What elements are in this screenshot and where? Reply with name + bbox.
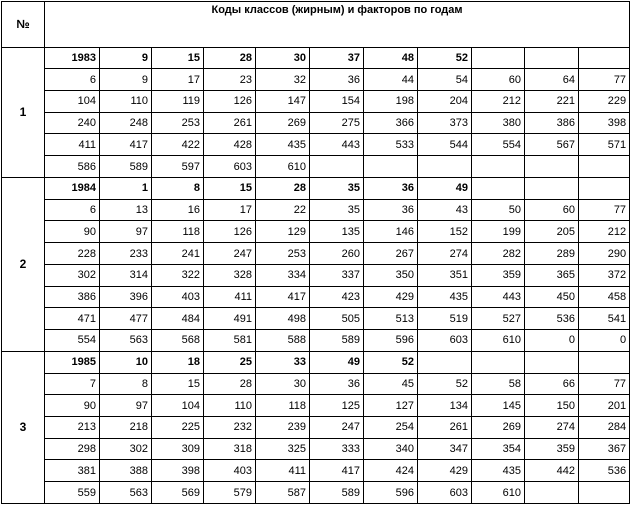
factor-code-cell [579, 156, 630, 178]
factor-code-cell: 302 [100, 438, 152, 460]
factor-code-cell: 269 [472, 417, 525, 439]
factor-code-cell: 367 [579, 438, 630, 460]
factor-code-cell: 603 [204, 156, 256, 178]
table-row [2, 351, 630, 373]
factor-code-cell: 435 [472, 460, 525, 482]
factor-code-cell: 289 [525, 243, 579, 265]
table-row [2, 91, 630, 113]
factor-code-cell: 333 [310, 438, 364, 460]
class-code-cell [579, 177, 630, 199]
factor-code-cell: 17 [152, 69, 204, 91]
factor-code-cell: 110 [100, 91, 152, 113]
factor-code-cell: 505 [310, 308, 364, 330]
factor-code-cell: 54 [418, 69, 472, 91]
factor-code-cell: 229 [579, 91, 630, 113]
table-row [2, 112, 630, 134]
factor-code-cell: 30 [256, 373, 310, 395]
number-column-header: № [2, 2, 45, 48]
factor-code-cell: 536 [579, 460, 630, 482]
class-code-cell: 18 [152, 351, 204, 373]
factor-code-cell: 253 [256, 243, 310, 265]
factor-code-cell: 221 [525, 91, 579, 113]
factor-code-cell: 334 [256, 264, 310, 286]
factor-code-cell: 498 [256, 308, 310, 330]
class-code-cell [418, 351, 472, 373]
group-number: 1 [2, 47, 45, 177]
factor-code-cell: 284 [579, 417, 630, 439]
table-row [2, 264, 630, 286]
factor-code-cell: 484 [152, 308, 204, 330]
factor-code-cell: 610 [256, 156, 310, 178]
factor-code-cell: 240 [45, 112, 100, 134]
class-code-cell [579, 351, 630, 373]
factor-code-cell: 127 [364, 395, 418, 417]
factor-code-cell [472, 156, 525, 178]
factor-code-cell: 275 [310, 112, 364, 134]
factor-code-cell: 559 [45, 482, 100, 504]
factor-code-cell: 571 [579, 134, 630, 156]
factor-code-cell: 359 [525, 438, 579, 460]
factor-code-cell: 225 [152, 417, 204, 439]
table-row [2, 395, 630, 417]
class-code-cell: 1 [100, 177, 152, 199]
factor-code-cell: 396 [100, 286, 152, 308]
factor-code-cell: 145 [472, 395, 525, 417]
factor-code-cell: 17 [204, 199, 256, 221]
factor-code-cell: 563 [100, 482, 152, 504]
factor-code-cell: 429 [418, 460, 472, 482]
factor-code-cell: 35 [310, 199, 364, 221]
class-code-cell: 48 [364, 47, 418, 69]
factor-code-cell: 380 [472, 112, 525, 134]
class-code-cell: 15 [204, 177, 256, 199]
factor-code-cell: 533 [364, 134, 418, 156]
factor-code-cell: 274 [418, 243, 472, 265]
factor-code-cell: 589 [310, 482, 364, 504]
table-body [2, 2, 630, 504]
factor-code-cell: 0 [525, 330, 579, 352]
class-code-cell: 52 [418, 47, 472, 69]
factor-code-cell: 15 [152, 373, 204, 395]
factor-code-cell: 411 [204, 286, 256, 308]
factor-code-cell: 527 [472, 308, 525, 330]
factor-code-cell: 126 [204, 91, 256, 113]
factor-code-cell: 597 [152, 156, 204, 178]
table-row [2, 330, 630, 352]
table-row [2, 156, 630, 178]
factor-code-cell: 373 [418, 112, 472, 134]
factor-code-cell: 423 [310, 286, 364, 308]
class-code-cell [579, 47, 630, 69]
factor-code-cell: 442 [525, 460, 579, 482]
factor-code-cell: 386 [45, 286, 100, 308]
factor-code-cell: 267 [364, 243, 418, 265]
factor-code-cell: 579 [204, 482, 256, 504]
factor-code-cell: 212 [579, 221, 630, 243]
factor-code-cell: 118 [256, 395, 310, 417]
factor-code-cell: 366 [364, 112, 418, 134]
factor-code-cell: 398 [152, 460, 204, 482]
factor-code-cell: 150 [525, 395, 579, 417]
factor-code-cell: 586 [45, 156, 100, 178]
factor-code-cell: 544 [418, 134, 472, 156]
factor-code-cell: 318 [204, 438, 256, 460]
class-code-cell: 52 [364, 351, 418, 373]
factor-code-cell: 44 [364, 69, 418, 91]
table-row [2, 47, 630, 69]
factor-code-cell: 588 [256, 330, 310, 352]
factor-code-cell: 233 [100, 243, 152, 265]
factor-code-cell: 417 [256, 286, 310, 308]
factor-code-cell: 247 [204, 243, 256, 265]
factor-code-cell: 417 [100, 134, 152, 156]
class-code-cell: 35 [310, 177, 364, 199]
factor-code-cell: 36 [364, 199, 418, 221]
factor-code-cell: 201 [579, 395, 630, 417]
factor-code-cell: 422 [152, 134, 204, 156]
factor-code-cell: 328 [204, 264, 256, 286]
factor-code-cell: 282 [472, 243, 525, 265]
table-title: Коды классов (жирным) и факторов по годам [45, 2, 630, 48]
year-cell: 1984 [45, 177, 100, 199]
factor-code-cell: 581 [204, 330, 256, 352]
factor-code-cell: 337 [310, 264, 364, 286]
table-row [2, 69, 630, 91]
factor-code-cell: 146 [364, 221, 418, 243]
class-code-cell: 9 [100, 47, 152, 69]
factor-code-cell: 90 [45, 395, 100, 417]
table-row [2, 199, 630, 221]
factor-code-cell: 471 [45, 308, 100, 330]
factor-code-cell: 154 [310, 91, 364, 113]
factor-code-cell [525, 482, 579, 504]
factor-code-cell: 302 [45, 264, 100, 286]
factor-code-cell: 443 [310, 134, 364, 156]
factor-code-cell: 228 [45, 243, 100, 265]
class-code-cell: 28 [204, 47, 256, 69]
factor-code-cell: 568 [152, 330, 204, 352]
factor-code-cell: 290 [579, 243, 630, 265]
factor-code-cell: 135 [310, 221, 364, 243]
table-row [2, 134, 630, 156]
class-code-cell [472, 177, 525, 199]
table-row [2, 308, 630, 330]
factor-code-cell: 77 [579, 373, 630, 395]
factor-code-cell: 125 [310, 395, 364, 417]
factor-code-cell: 519 [418, 308, 472, 330]
factor-code-cell: 118 [152, 221, 204, 243]
factor-code-cell: 60 [472, 69, 525, 91]
class-code-cell: 8 [152, 177, 204, 199]
factor-code-cell [525, 156, 579, 178]
header-row [2, 2, 630, 48]
factor-code-cell: 32 [256, 69, 310, 91]
factor-code-cell [310, 156, 364, 178]
factor-code-cell: 204 [418, 91, 472, 113]
factor-code-cell: 429 [364, 286, 418, 308]
class-code-cell [472, 47, 525, 69]
table-row [2, 221, 630, 243]
factor-code-cell: 554 [45, 330, 100, 352]
factor-code-cell: 563 [100, 330, 152, 352]
factor-code-cell: 365 [525, 264, 579, 286]
factor-code-cell: 6 [45, 69, 100, 91]
factor-code-cell [418, 156, 472, 178]
factor-code-cell: 435 [256, 134, 310, 156]
factor-code-cell: 411 [256, 460, 310, 482]
factor-code-cell: 104 [45, 91, 100, 113]
factor-code-cell: 23 [204, 69, 256, 91]
factor-code-cell: 253 [152, 112, 204, 134]
factor-code-cell: 610 [472, 482, 525, 504]
factor-code-cell: 199 [472, 221, 525, 243]
factor-code-cell: 587 [256, 482, 310, 504]
factor-code-cell: 36 [310, 69, 364, 91]
class-code-cell: 37 [310, 47, 364, 69]
factor-code-cell: 325 [256, 438, 310, 460]
factor-code-cell: 567 [525, 134, 579, 156]
class-code-cell: 28 [256, 177, 310, 199]
class-code-cell: 30 [256, 47, 310, 69]
class-code-cell [525, 351, 579, 373]
factor-code-cell: 589 [310, 330, 364, 352]
class-code-cell: 25 [204, 351, 256, 373]
group-number: 2 [2, 177, 45, 351]
factor-code-cell: 198 [364, 91, 418, 113]
factor-code-cell: 247 [310, 417, 364, 439]
class-code-cell: 49 [418, 177, 472, 199]
class-code-cell [472, 351, 525, 373]
factor-code-cell [364, 156, 418, 178]
table-row [2, 373, 630, 395]
factor-code-cell: 322 [152, 264, 204, 286]
factor-code-cell: 298 [45, 438, 100, 460]
factor-code-cell: 52 [418, 373, 472, 395]
factor-code-cell: 254 [364, 417, 418, 439]
factor-code-cell: 541 [579, 308, 630, 330]
factor-code-cell: 232 [204, 417, 256, 439]
factor-code-cell: 97 [100, 395, 152, 417]
factor-code-cell: 152 [418, 221, 472, 243]
factor-code-cell: 213 [45, 417, 100, 439]
factor-code-cell: 347 [418, 438, 472, 460]
factor-code-cell: 97 [100, 221, 152, 243]
factor-code-cell: 147 [256, 91, 310, 113]
factor-code-cell: 119 [152, 91, 204, 113]
factor-code-cell: 403 [204, 460, 256, 482]
factor-code-cell: 569 [152, 482, 204, 504]
factor-code-cell: 64 [525, 69, 579, 91]
factor-code-cell: 450 [525, 286, 579, 308]
group-number: 3 [2, 351, 45, 503]
factor-code-cell: 7 [45, 373, 100, 395]
factor-code-cell: 239 [256, 417, 310, 439]
factor-code-cell: 50 [472, 199, 525, 221]
factor-code-cell: 398 [579, 112, 630, 134]
factor-code-cell: 261 [204, 112, 256, 134]
factor-code-cell: 354 [472, 438, 525, 460]
factor-code-cell: 66 [525, 373, 579, 395]
table-row [2, 460, 630, 482]
factor-code-cell: 596 [364, 330, 418, 352]
factor-code-cell: 241 [152, 243, 204, 265]
table-row [2, 417, 630, 439]
factor-code-cell: 386 [525, 112, 579, 134]
factor-code-cell: 424 [364, 460, 418, 482]
factor-code-cell: 110 [204, 395, 256, 417]
factor-code-cell: 589 [100, 156, 152, 178]
factor-code-cell: 417 [310, 460, 364, 482]
factor-code-cell: 90 [45, 221, 100, 243]
factor-code-cell: 8 [100, 373, 152, 395]
table-row [2, 177, 630, 199]
factor-code-cell: 0 [579, 330, 630, 352]
year-cell: 1983 [45, 47, 100, 69]
factor-code-cell: 218 [100, 417, 152, 439]
factor-code-cell: 212 [472, 91, 525, 113]
factor-code-cell: 403 [152, 286, 204, 308]
factor-code-cell: 513 [364, 308, 418, 330]
factor-code-cell: 13 [100, 199, 152, 221]
class-code-cell: 10 [100, 351, 152, 373]
factor-code-cell: 45 [364, 373, 418, 395]
factor-code-cell: 351 [418, 264, 472, 286]
factor-code-cell: 610 [472, 330, 525, 352]
factor-code-cell: 269 [256, 112, 310, 134]
table-row [2, 286, 630, 308]
table-row [2, 243, 630, 265]
factor-code-cell: 36 [310, 373, 364, 395]
table-row [2, 482, 630, 504]
class-code-cell: 15 [152, 47, 204, 69]
factor-code-cell: 411 [45, 134, 100, 156]
factor-code-cell: 28 [204, 373, 256, 395]
factor-code-cell: 435 [418, 286, 472, 308]
factor-code-cell: 77 [579, 69, 630, 91]
factor-code-cell: 491 [204, 308, 256, 330]
factor-code-cell: 428 [204, 134, 256, 156]
class-code-cell: 33 [256, 351, 310, 373]
factor-code-cell: 603 [418, 330, 472, 352]
factor-code-cell: 129 [256, 221, 310, 243]
factor-code-cell: 603 [418, 482, 472, 504]
factor-code-cell: 477 [100, 308, 152, 330]
factor-code-cell: 359 [472, 264, 525, 286]
factor-code-cell: 261 [418, 417, 472, 439]
table-row [2, 438, 630, 460]
class-code-cell [525, 47, 579, 69]
factor-code-cell: 443 [472, 286, 525, 308]
factor-code-cell: 134 [418, 395, 472, 417]
factor-code-cell: 260 [310, 243, 364, 265]
factor-code-cell [579, 482, 630, 504]
factor-code-cell: 248 [100, 112, 152, 134]
factor-code-cell: 22 [256, 199, 310, 221]
class-code-cell [525, 177, 579, 199]
factor-code-cell: 340 [364, 438, 418, 460]
factor-code-cell: 536 [525, 308, 579, 330]
factor-code-cell: 596 [364, 482, 418, 504]
year-cell: 1985 [45, 351, 100, 373]
factor-code-cell: 274 [525, 417, 579, 439]
factor-code-cell: 314 [100, 264, 152, 286]
codes-table [1, 1, 630, 504]
factor-code-cell: 43 [418, 199, 472, 221]
factor-code-cell: 58 [472, 373, 525, 395]
factor-code-cell: 104 [152, 395, 204, 417]
class-code-cell: 36 [364, 177, 418, 199]
factor-code-cell: 388 [100, 460, 152, 482]
factor-code-cell: 381 [45, 460, 100, 482]
factor-code-cell: 126 [204, 221, 256, 243]
factor-code-cell: 6 [45, 199, 100, 221]
factor-code-cell: 16 [152, 199, 204, 221]
factor-code-cell: 458 [579, 286, 630, 308]
factor-code-cell: 372 [579, 264, 630, 286]
factor-code-cell: 554 [472, 134, 525, 156]
factor-code-cell: 350 [364, 264, 418, 286]
class-code-cell: 49 [310, 351, 364, 373]
factor-code-cell: 77 [579, 199, 630, 221]
factor-code-cell: 205 [525, 221, 579, 243]
factor-code-cell: 309 [152, 438, 204, 460]
factor-code-cell: 60 [525, 199, 579, 221]
factor-code-cell: 9 [100, 69, 152, 91]
